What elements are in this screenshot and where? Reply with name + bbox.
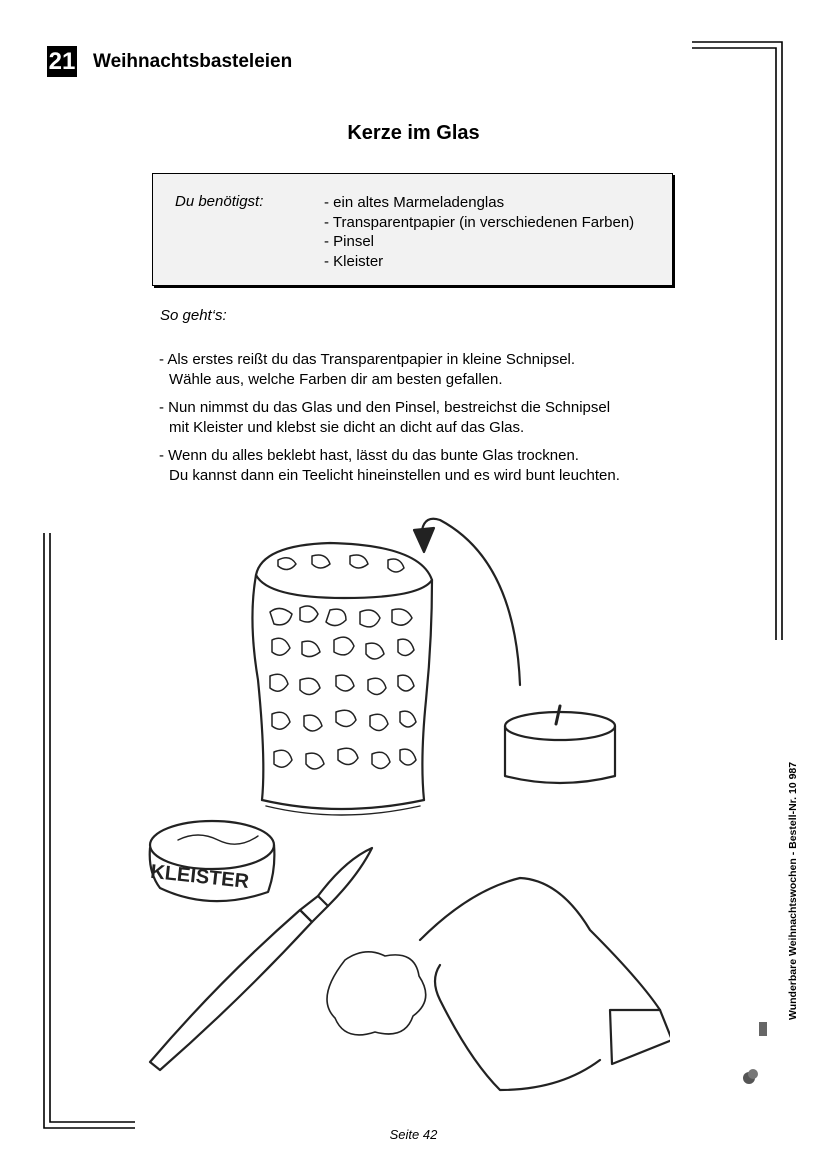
- craft-illustration: [140, 505, 670, 1115]
- instruction-line: - Nun nimmst du das Glas und den Pinsel, bestreichst die Schnipsel: [159, 399, 611, 416]
- page-title: Kerze im Glas: [347, 122, 480, 144]
- materials-item: - Pinsel: [324, 233, 375, 250]
- kleister-label: KLEISTER: [149, 860, 251, 894]
- materials-box: [152, 173, 673, 286]
- instruction-step: [159, 446, 719, 485]
- arrow-icon: [422, 519, 520, 685]
- instruction-line: mit Kleister und klebst sie dicht an dicht auf das Glas.: [169, 418, 525, 436]
- instructions-heading: So geht‘s:: [160, 307, 227, 324]
- instruction-step: [159, 350, 719, 389]
- tree-icon: [741, 1020, 771, 1090]
- sidebar-text: Wunderbare Weihnachtswochen - Bestell-Nr. 10 987: [787, 761, 799, 1020]
- sidebar-order-info: [770, 730, 800, 1020]
- materials-label: Du benötigst:: [175, 193, 264, 210]
- instruction-step: [159, 398, 719, 437]
- materials-item: - ein altes Marmeladenglas: [324, 194, 505, 211]
- jar-drawing: [252, 543, 432, 815]
- tealight-drawing: [505, 706, 615, 783]
- instructions-list: [159, 350, 719, 494]
- materials-item: - Transparentpapier (in verschiedenen Farben): [324, 213, 635, 231]
- instruction-line: Wähle aus, welche Farben dir am besten gefallen.: [169, 370, 503, 388]
- hand-drawing: [327, 878, 670, 1090]
- materials-item: - Kleister: [324, 252, 384, 270]
- chapter-title: Weihnachtsbasteleien: [93, 51, 293, 72]
- materials-list: [324, 193, 634, 271]
- page-number: Seite 42: [389, 1127, 438, 1142]
- publisher-logo: [741, 1020, 771, 1090]
- instruction-line: Du kannst dann ein Teelicht hineinstellen und es wird bunt leuchten.: [169, 466, 620, 484]
- chapter-number-badge: 21: [48, 48, 76, 75]
- instruction-line: - Als erstes reißt du das Transparentpapier in kleine Schnipsel.: [159, 351, 576, 368]
- instruction-line: - Wenn du alles beklebt hast, lässt du das bunte Glas trocknen.: [159, 447, 579, 464]
